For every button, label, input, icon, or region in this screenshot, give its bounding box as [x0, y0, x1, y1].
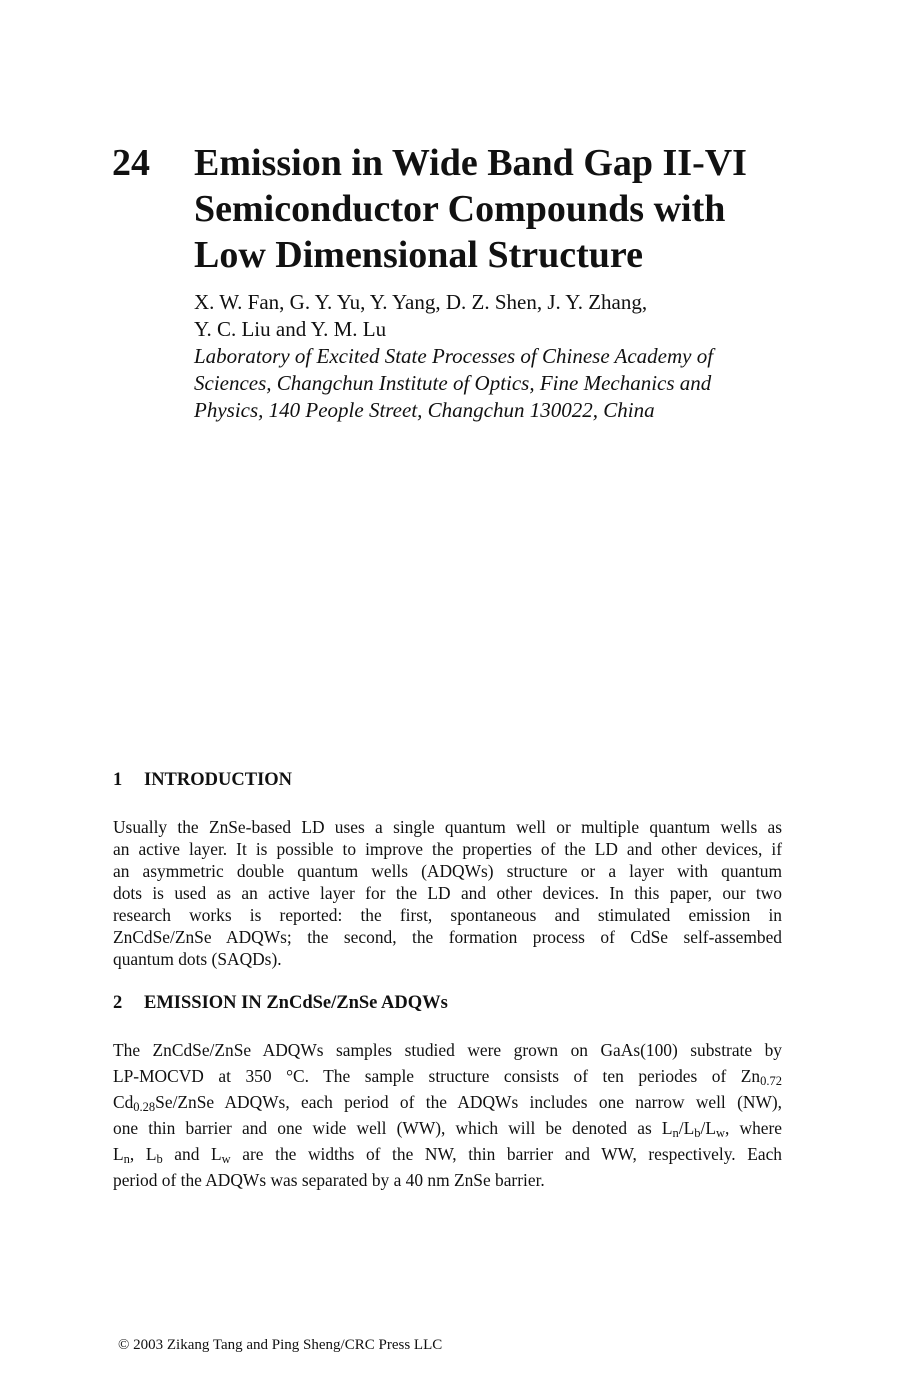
- paragraph-line: [113, 1037, 782, 1063]
- paragraph-line: Usually the ZnSe-based LD uses a single quantum well or multiple quantum wells as: [113, 817, 782, 837]
- subscript: b: [156, 1152, 163, 1166]
- chapter-title: [194, 140, 874, 278]
- chapter-title-line: Low Dimensional Structure: [194, 234, 643, 276]
- chapter-title-line: Semiconductor Compounds with: [194, 188, 726, 230]
- section-number: 1: [113, 770, 123, 790]
- text-run: LP-MOCVD at 350 °C. The sample structure consists of ten periodes of Zn: [113, 1066, 761, 1086]
- paragraph-line: dots is used as an active layer for the LD and other devices. In this paper, our two: [113, 883, 782, 903]
- subscript: w: [715, 1126, 725, 1140]
- affiliation-line: Laboratory of Excited State Processes of Chinese Academy of: [194, 344, 714, 368]
- affiliation: [194, 343, 834, 424]
- paragraph-line: [113, 1167, 782, 1193]
- subscript: 0.28: [133, 1100, 156, 1114]
- emission-paragraph: [113, 1037, 782, 1193]
- copyright-footer: © 2003 Zikang Tang and Ping Sheng/CRC Press LLC: [118, 1337, 443, 1353]
- paragraph-line: [113, 1063, 782, 1089]
- author-list: [194, 289, 834, 343]
- subscript: b: [694, 1126, 701, 1140]
- introduction-paragraph: [113, 816, 782, 970]
- affiliation-line: Sciences, Changchun Institute of Optics, Fine Mechanics and: [194, 371, 712, 395]
- text-run: /L: [678, 1118, 695, 1138]
- section-title: INTRODUCTION: [144, 770, 293, 790]
- text-run: /L: [700, 1118, 716, 1138]
- author-line: Y. C. Liu and Y. M. Lu: [194, 317, 387, 341]
- text-run: The ZnCdSe/ZnSe ADQWs samples studied were grown on GaAs(100) substrate by: [113, 1040, 782, 1060]
- text-run: , where: [725, 1118, 782, 1138]
- text-run: one thin barrier and one wide well (WW), which will be denoted as L: [113, 1118, 673, 1138]
- text-run: and L: [162, 1144, 222, 1164]
- subscript: n: [123, 1152, 130, 1166]
- subscript: 0.72: [760, 1074, 782, 1088]
- paragraph-line: research works is reported: the first, spontaneous and stimulated emission in: [113, 905, 782, 925]
- section-heading-introduction: [113, 768, 292, 792]
- chapter-title-line: Emission in Wide Band Gap II-VI: [194, 142, 747, 184]
- text-run: Cd: [113, 1092, 134, 1112]
- chapter-number: 24: [112, 142, 150, 184]
- section-title: EMISSION IN ZnCdSe/ZnSe ADQWs: [144, 993, 448, 1013]
- paragraph-line: an active layer. It is possible to improve the properties of the LD and other devices, if: [113, 839, 782, 859]
- text-run: , L: [129, 1144, 157, 1164]
- text-run: L: [113, 1144, 124, 1164]
- text-run: are the widths of the NW, thin barrier and WW, respectively. Each: [230, 1144, 782, 1164]
- text-run: period of the ADQWs was separated by a 40 nm ZnSe barrier.: [113, 1170, 545, 1190]
- paragraph-line: quantum dots (SAQDs).: [113, 949, 282, 969]
- author-line: X. W. Fan, G. Y. Yu, Y. Yang, D. Z. Shen, J. Y. Zhang,: [194, 290, 648, 314]
- affiliation-line: Physics, 140 People Street, Changchun 130022, China: [194, 398, 655, 422]
- text-run: Se/ZnSe ADQWs, each period of the ADQWs includes one narrow well (NW),: [155, 1092, 782, 1112]
- subscript: w: [221, 1152, 231, 1166]
- subscript: n: [672, 1126, 679, 1140]
- paragraph-line: [113, 1089, 782, 1115]
- paragraph-line: [113, 1115, 782, 1141]
- paragraph-line: [113, 1141, 782, 1167]
- paragraph-line: an asymmetric double quantum wells (ADQWs) structure or a layer with quantum: [113, 861, 782, 881]
- paragraph-line: ZnCdSe/ZnSe ADQWs; the second, the formation process of CdSe self-assembed: [113, 927, 782, 947]
- section-number: 2: [113, 993, 123, 1013]
- section-heading-emission: [113, 991, 448, 1015]
